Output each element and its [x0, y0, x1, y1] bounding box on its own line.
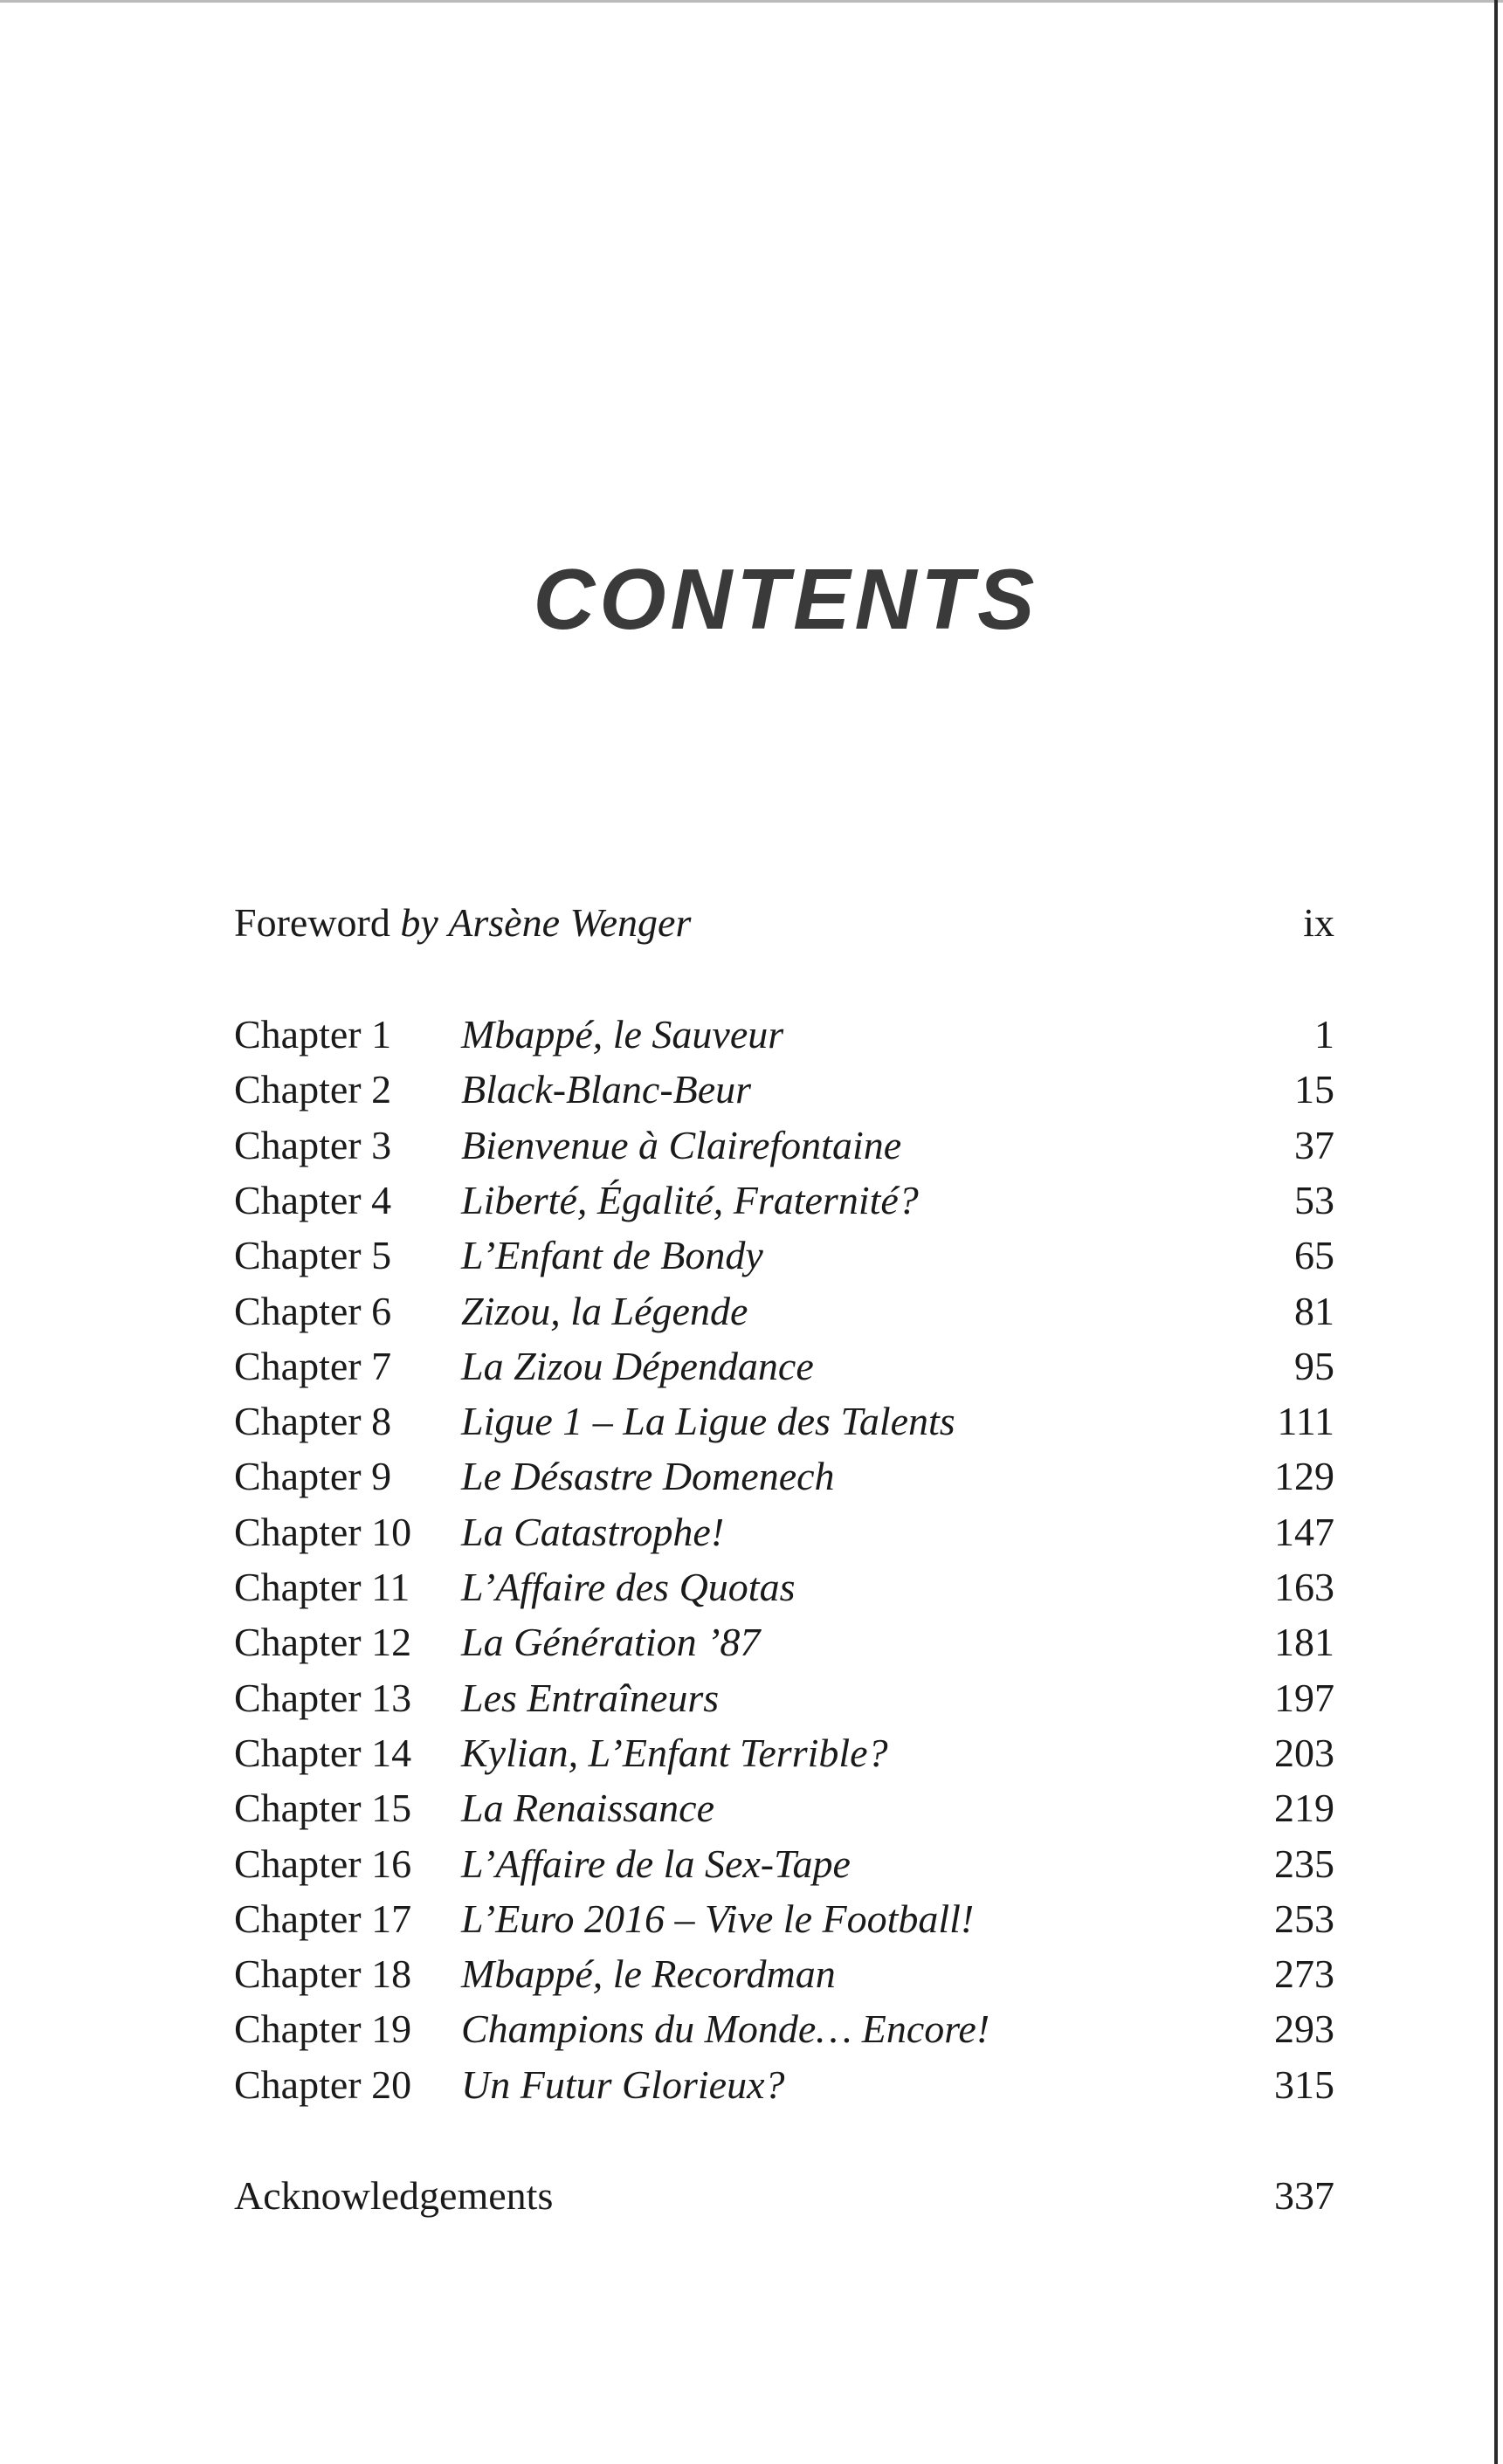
chapter-page: 15: [1294, 1067, 1334, 1112]
chapter-title: L’Enfant de Bondy: [461, 1233, 763, 1277]
chapter-label: Chapter 13: [234, 1676, 412, 1720]
chapter-page: 219: [1274, 1786, 1334, 1830]
foreword-page: ix: [1303, 900, 1334, 945]
chapter-label: Chapter 10: [234, 1510, 412, 1554]
chapter-page: 129: [1274, 1454, 1334, 1498]
chapter-label: Chapter 8: [234, 1399, 392, 1443]
toc-chapter-row: [234, 1672, 1334, 1724]
chapter-page: 273: [1274, 1951, 1334, 1996]
toc-chapter-row: [234, 1948, 1334, 2000]
toc-chapter-row: [234, 1782, 1334, 1834]
toc-foreword-row: [234, 897, 1334, 949]
chapter-label: Chapter 6: [234, 1289, 392, 1333]
chapter-page: 235: [1274, 1841, 1334, 1886]
chapter-label: Chapter 15: [234, 1786, 412, 1830]
toc-chapter-row: [234, 1008, 1334, 1061]
foreword-heading: [234, 897, 691, 949]
toc-acknowledgements-row: [234, 2170, 1334, 2222]
foreword-author: Arsène Wenger: [448, 900, 692, 945]
chapter-title: Kylian, L’Enfant Terrible?: [461, 1731, 888, 1775]
chapter-page: 147: [1274, 1510, 1334, 1554]
chapter-label: Chapter 9: [234, 1454, 392, 1498]
chapter-page: 53: [1294, 1178, 1334, 1222]
chapter-label: Chapter 17: [234, 1896, 412, 1941]
toc-chapter-row: [234, 1616, 1334, 1669]
chapter-label: Chapter 1: [234, 1012, 392, 1056]
chapter-title: La Catastrophe!: [461, 1510, 725, 1554]
chapter-label: Chapter 12: [234, 1620, 412, 1664]
toc-chapter-row: [234, 1506, 1334, 1559]
toc-chapter-row: [234, 1174, 1334, 1227]
chapter-page: 163: [1274, 1565, 1334, 1609]
chapter-label: Chapter 11: [234, 1565, 410, 1609]
toc-chapter-row: [234, 2003, 1334, 2055]
chapter-title: L’Euro 2016 – Vive le Football!: [461, 1896, 975, 1941]
toc-chapter-row: [234, 1395, 1334, 1448]
chapter-label: Chapter 18: [234, 1951, 412, 1996]
chapter-page: 181: [1274, 1620, 1334, 1664]
chapter-page: 315: [1274, 2062, 1334, 2107]
chapter-title: Black-Blanc-Beur: [461, 1067, 752, 1112]
chapter-label: Chapter 2: [234, 1067, 392, 1112]
chapter-page: 37: [1294, 1123, 1334, 1167]
toc-chapter-row: [234, 1285, 1334, 1338]
page-right-edge: [1494, 0, 1498, 2464]
page-top-edge: [0, 0, 1503, 3]
chapter-label: Chapter 5: [234, 1233, 392, 1277]
chapter-title: La Renaissance: [461, 1786, 715, 1830]
page-title: CONTENTS: [533, 551, 1039, 647]
chapter-title: Le Désastre Domenech: [461, 1454, 835, 1498]
acknowledgements-label: Acknowledgements: [234, 2173, 554, 2218]
chapter-label: Chapter 4: [234, 1178, 392, 1222]
chapter-title: Liberté, Égalité, Fraternité?: [461, 1178, 919, 1222]
chapter-page: 203: [1274, 1731, 1334, 1775]
chapter-page: 65: [1294, 1233, 1334, 1277]
toc-chapter-row: [234, 1450, 1334, 1503]
chapter-page: 1: [1314, 1012, 1334, 1056]
chapter-page: 197: [1274, 1676, 1334, 1720]
chapter-title: Zizou, la Légende: [461, 1289, 748, 1333]
toc-chapter-row: [234, 1727, 1334, 1779]
chapter-title: Mbappé, le Recordman: [461, 1951, 836, 1996]
chapter-title: L’Affaire de la Sex-Tape: [461, 1841, 851, 1886]
foreword-by: by: [400, 900, 438, 945]
chapter-title: Les Entraîneurs: [461, 1676, 720, 1720]
chapter-title: La Génération ’87: [461, 1620, 761, 1664]
chapter-label: Chapter 14: [234, 1731, 412, 1775]
toc-chapter-row: [234, 1838, 1334, 1890]
chapter-label: Chapter 19: [234, 2006, 412, 2051]
chapter-page: 111: [1277, 1399, 1334, 1443]
toc-chapter-row: [234, 1229, 1334, 1282]
foreword-label: Foreword: [234, 900, 390, 945]
chapter-page: 95: [1294, 1344, 1334, 1388]
toc-chapter-row: [234, 1340, 1334, 1393]
chapter-page: 253: [1274, 1896, 1334, 1941]
toc-chapter-row: [234, 1119, 1334, 1172]
chapter-page: 81: [1294, 1289, 1334, 1333]
chapter-title: Champions du Monde… Encore!: [461, 2006, 990, 2051]
chapter-label: Chapter 7: [234, 1344, 392, 1388]
chapter-title: L’Affaire des Quotas: [461, 1565, 796, 1609]
chapter-title: Ligue 1 – La Ligue des Talents: [461, 1399, 955, 1443]
chapter-title: La Zizou Dépendance: [461, 1344, 814, 1388]
chapter-title: Bienvenue à Clairefontaine: [461, 1123, 902, 1167]
chapter-label: Chapter 20: [234, 2062, 412, 2107]
toc-chapter-row: [234, 1893, 1334, 1945]
toc-chapter-row: [234, 2059, 1334, 2111]
toc-chapter-row: [234, 1561, 1334, 1614]
chapter-label: Chapter 16: [234, 1841, 412, 1886]
chapter-title: Un Futur Glorieux?: [461, 2062, 785, 2107]
chapter-page: 293: [1274, 2006, 1334, 2051]
chapter-title: Mbappé, le Sauveur: [461, 1012, 784, 1056]
toc-chapter-row: [234, 1063, 1334, 1116]
chapter-label: Chapter 3: [234, 1123, 392, 1167]
acknowledgements-page: 337: [1274, 2173, 1334, 2218]
